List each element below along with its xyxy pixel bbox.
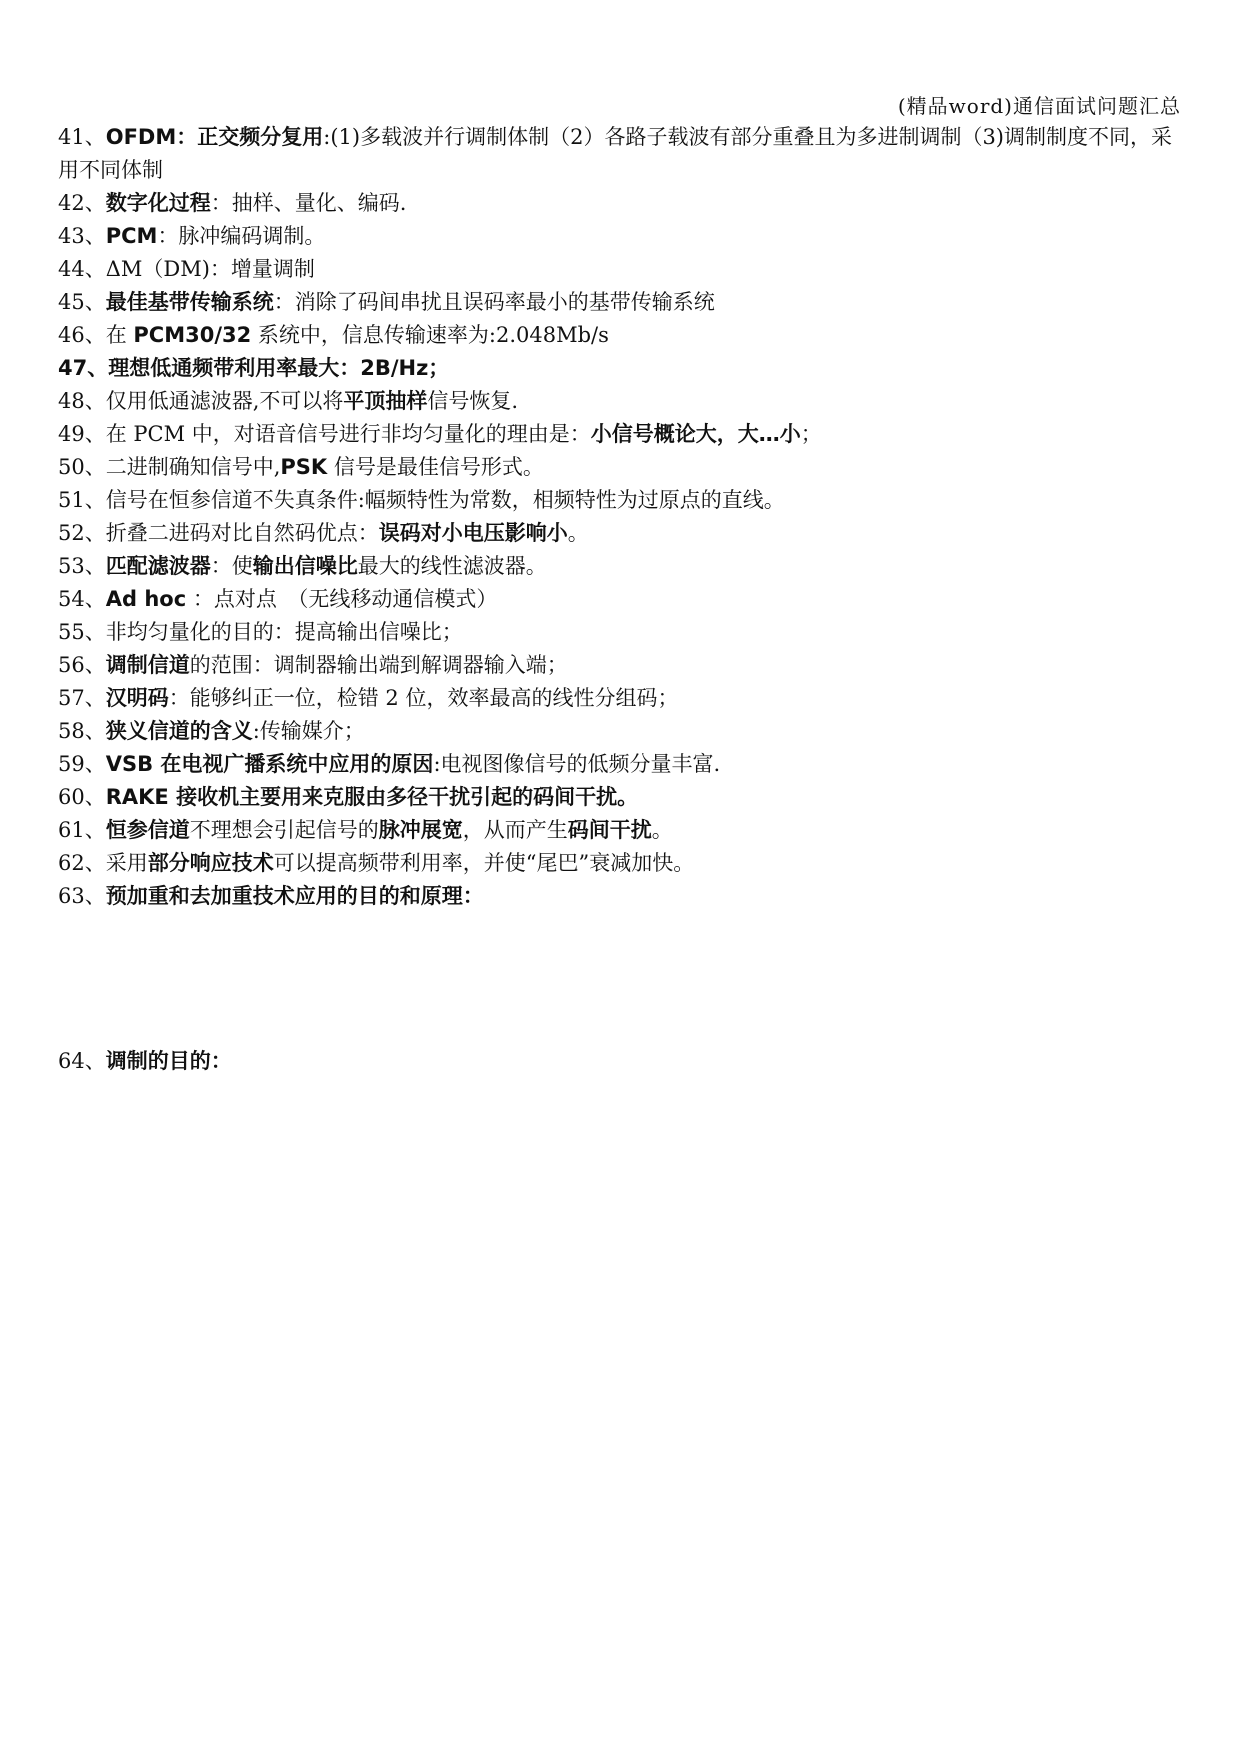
list-item — [58, 1045, 1183, 1078]
item-text: 60、 — [58, 785, 106, 809]
item-text: ：能够纠正一位，检错 2 位，效率最高的线性分组码； — [168, 686, 679, 710]
bold-text: 误码对小电压影响小 — [378, 521, 568, 545]
list-item — [58, 253, 1183, 286]
list-item — [58, 286, 1183, 319]
list-item — [58, 352, 1183, 385]
item-text: 58、 — [58, 719, 106, 743]
bold-text: 最佳基带传输系统 — [105, 290, 274, 314]
bold-text: 调制的目的： — [105, 1049, 232, 1073]
list-item — [58, 385, 1183, 418]
item-text: 55、非均匀量化的目的：提高输出信噪比； — [58, 620, 463, 644]
item-text: 。 — [567, 521, 589, 545]
item-text: 61、 — [58, 818, 106, 842]
list-item — [58, 121, 1183, 187]
item-text: 的范围：调制器输出端到解调器输入端； — [189, 653, 568, 677]
list-item — [58, 220, 1183, 253]
item-text: ，从而产生 — [462, 818, 568, 842]
item-text: ：消除了码间串扰且误码率最小的基带传输系统 — [273, 290, 715, 314]
item-text: 系统中，信息传输速率为:2.048Mb/s — [251, 323, 609, 347]
bold-text: VSB 在电视广播系统中应用的原因 — [105, 752, 434, 776]
item-text: 52、折叠二进码对比自然码优点： — [58, 521, 379, 545]
item-text: 48、仅用低通滤波器,不可以将 — [58, 389, 344, 413]
item-text: 51、信号在恒参信道不失真条件:幅频特性为常数，相频特性为过原点的直线。 — [58, 488, 785, 512]
bold-text: 47、理想低通频带利用率最大：2B/Hz； — [58, 356, 450, 380]
list-item — [58, 583, 1183, 616]
item-text: 41、 — [58, 125, 106, 149]
item-text: 56、 — [58, 653, 106, 677]
bold-text: PCM30/32 — [133, 323, 252, 347]
item-text: 57、 — [58, 686, 106, 710]
item-text: 50、二进制确知信号中, — [58, 455, 281, 479]
list-item — [58, 880, 1183, 913]
bold-text: Ad hoc — [105, 587, 187, 611]
item-text: 49、在 PCM 中，对语音信号进行非均匀量化的理由是： — [58, 422, 591, 446]
item-text: 42、 — [58, 191, 106, 215]
document-body — [58, 121, 1183, 1078]
bold-text: OFDM：正交频分复用 — [105, 125, 324, 149]
item-text: 45、 — [58, 290, 106, 314]
item-text: 可以提高频带利用率，并使“尾巴”衰减加快。 — [273, 851, 695, 875]
list-item — [58, 748, 1183, 781]
item-text: 43、 — [58, 224, 106, 248]
list-item — [58, 517, 1183, 550]
item-text: 。 — [651, 818, 673, 842]
list-item — [58, 550, 1183, 583]
page-header: (精品word)通信面试问题汇总 — [897, 94, 1181, 118]
bold-text: PCM — [105, 224, 158, 248]
item-text: 59、 — [58, 752, 106, 776]
bold-text: 小信号概论大，大…小 — [590, 422, 801, 446]
bold-text: RAKE 接收机主要用来克服由多径干扰引起的码间干扰。 — [105, 785, 639, 809]
bold-text: 码间干扰 — [567, 818, 652, 842]
list-item — [58, 682, 1183, 715]
item-text: ：抽样、量化、编码. — [210, 191, 407, 215]
bold-text: 恒参信道 — [105, 818, 190, 842]
list-item — [58, 847, 1183, 880]
item-text: 不理想会引起信号的 — [189, 818, 379, 842]
blank-space — [58, 913, 1183, 1045]
list-item — [58, 715, 1183, 748]
item-text: :(1)多载波并行调制体制（2）各路子载波有部分重叠且为多进制调制（3)调制制度不同，采用不同体制 — [58, 125, 1172, 182]
bold-text: 输出信噪比 — [252, 554, 358, 578]
bold-text: 部分响应技术 — [147, 851, 274, 875]
bold-text: 预加重和去加重技术应用的目的和原理： — [105, 884, 484, 908]
bold-text: 狭义信道的含义 — [105, 719, 253, 743]
bold-text: 脉冲展宽 — [378, 818, 463, 842]
bold-text: 汉明码 — [105, 686, 169, 710]
item-text: 62、采用 — [58, 851, 148, 875]
item-text: 54、 — [58, 587, 106, 611]
item-text: 信号恢复. — [427, 389, 519, 413]
list-item — [58, 451, 1183, 484]
item-text: ：点对点 （无线移动通信模式） — [186, 587, 498, 611]
item-text: 64、 — [58, 1049, 106, 1073]
item-text: 63、 — [58, 884, 106, 908]
item-text: 53、 — [58, 554, 106, 578]
list-item — [58, 418, 1183, 451]
list-item — [58, 484, 1183, 517]
bold-text: 平顶抽样 — [343, 389, 428, 413]
item-text: 信号是最佳信号形式。 — [327, 455, 544, 479]
item-text: ； — [800, 422, 822, 446]
list-item — [58, 649, 1183, 682]
list-item — [58, 319, 1183, 352]
bold-text: 数字化过程 — [105, 191, 211, 215]
item-text: :传输媒介； — [252, 719, 365, 743]
bold-text: 调制信道 — [105, 653, 190, 677]
list-item — [58, 187, 1183, 220]
list-item — [58, 781, 1183, 814]
item-text: :电视图像信号的低频分量丰富. — [433, 752, 721, 776]
list-item — [58, 616, 1183, 649]
item-text: 最大的线性滤波器。 — [357, 554, 547, 578]
bold-text: 匹配滤波器 — [105, 554, 211, 578]
item-text: 44、ΔM（DM)：增量调制 — [58, 257, 315, 281]
item-text: 46、在 — [58, 323, 134, 347]
list-item — [58, 814, 1183, 847]
bold-text: PSK — [280, 455, 328, 479]
item-text: ：脉冲编码调制。 — [157, 224, 326, 248]
item-text: ：使 — [210, 554, 253, 578]
